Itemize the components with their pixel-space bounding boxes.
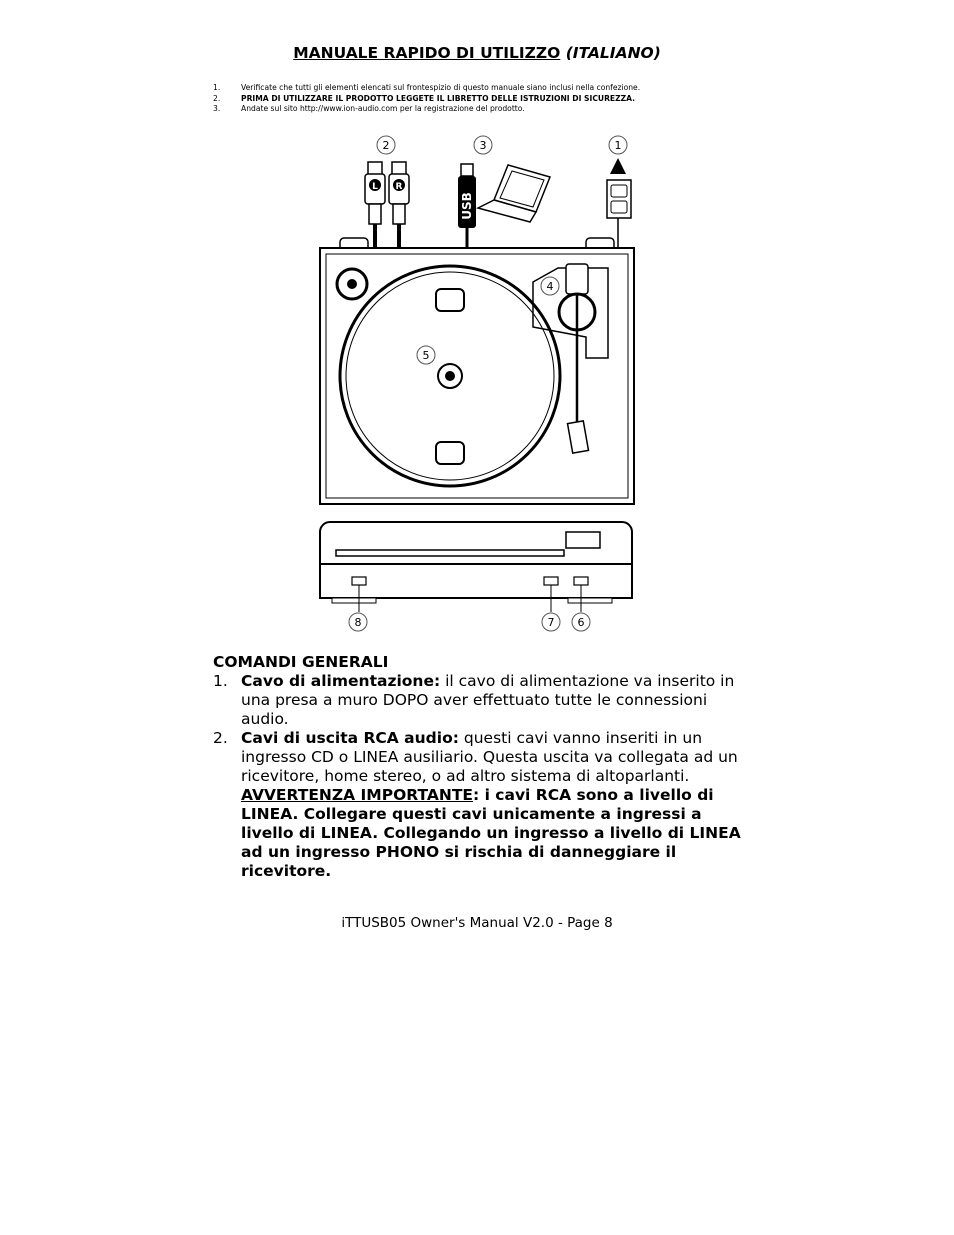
callout-2: 2 [382, 139, 390, 152]
callout-6: 6 [577, 616, 585, 629]
rca-cables-illustration [365, 136, 409, 250]
item-term: Cavi di uscita RCA audio: [241, 729, 459, 747]
rca-left-label: L [372, 182, 378, 192]
power-outlet-illustration [607, 136, 631, 250]
page-footer: iTTUSB05 Owner's Manual V2.0 - Page 8 [341, 915, 613, 931]
general-controls-section [213, 653, 753, 881]
section-heading: COMANDI GENERALI [213, 653, 389, 671]
step-item [213, 104, 640, 115]
callout-5: 5 [422, 349, 430, 362]
step-number: 1. [213, 83, 221, 92]
item-number: 1. [213, 672, 228, 690]
step-number: 2. [213, 93, 221, 103]
warning-icon [610, 158, 626, 174]
callout-3: 3 [479, 139, 487, 152]
item-number: 2. [213, 729, 228, 747]
list-item [213, 729, 753, 881]
list-item [213, 672, 753, 729]
counterweight [566, 264, 588, 294]
warning-label: AVVERTENZA IMPORTANTE [241, 786, 473, 804]
setup-steps [213, 83, 640, 115]
usb-label: USB [460, 192, 474, 220]
turntable-front-view [320, 522, 632, 631]
control-7 [544, 577, 558, 585]
control-8 [352, 577, 366, 585]
rca-right-label: R [395, 182, 403, 192]
step-number: 3. [213, 104, 221, 113]
callout-4: 4 [546, 280, 554, 293]
callout-7: 7 [547, 616, 555, 629]
item-text: il cavo di alimentazione va inserito in una presa a muro DOPO aver effettuato tutte le connessioni audio. [241, 672, 735, 728]
step-text: Andate sul sito http://www.ion-audio.com per la registrazione del prodotto. [241, 104, 525, 113]
callout-8: 8 [354, 616, 362, 629]
step-text: Verificate che tutti gli elementi elencati sul frontespizio di questo manuale siano inclusi nella confezione. [241, 83, 641, 92]
item-body [241, 729, 753, 881]
item-body [241, 672, 753, 729]
title-language: (ITALIANO) [565, 44, 661, 62]
step-item [213, 94, 640, 105]
item-text: questi cavi vanno inseriti in un ingresso CD o LINEA ausiliario. Questa uscita va collegata ad un ricevitore, home stereo, o ad altro sistema di altoparlanti. [241, 729, 738, 785]
page-title [0, 44, 954, 62]
warning-text: : i cavi RCA sono a livello di LINEA. Collegare questi cavi unicamente a ingressi a livello di LINEA. Collegando un ingresso a livello di LINEA ad un ingresso PHONO si rischia di danneggiare il ricevitore. [241, 786, 741, 880]
usb-laptop-illustration [458, 136, 550, 250]
callout-1: 1 [614, 139, 622, 152]
item-term: Cavo di alimentazione: [241, 672, 441, 690]
step-text: PRIMA DI UTILIZZARE IL PRODOTTO LEGGETE IL LIBRETTO DELLE ISTRUZIONI DI SICUREZZA. [241, 93, 636, 103]
turntable-diagram [318, 132, 636, 637]
title-main: MANUALE RAPIDO DI UTILIZZO [293, 44, 561, 62]
step-item [213, 83, 640, 94]
control-6 [574, 577, 588, 585]
turntable-top-view [320, 238, 634, 504]
